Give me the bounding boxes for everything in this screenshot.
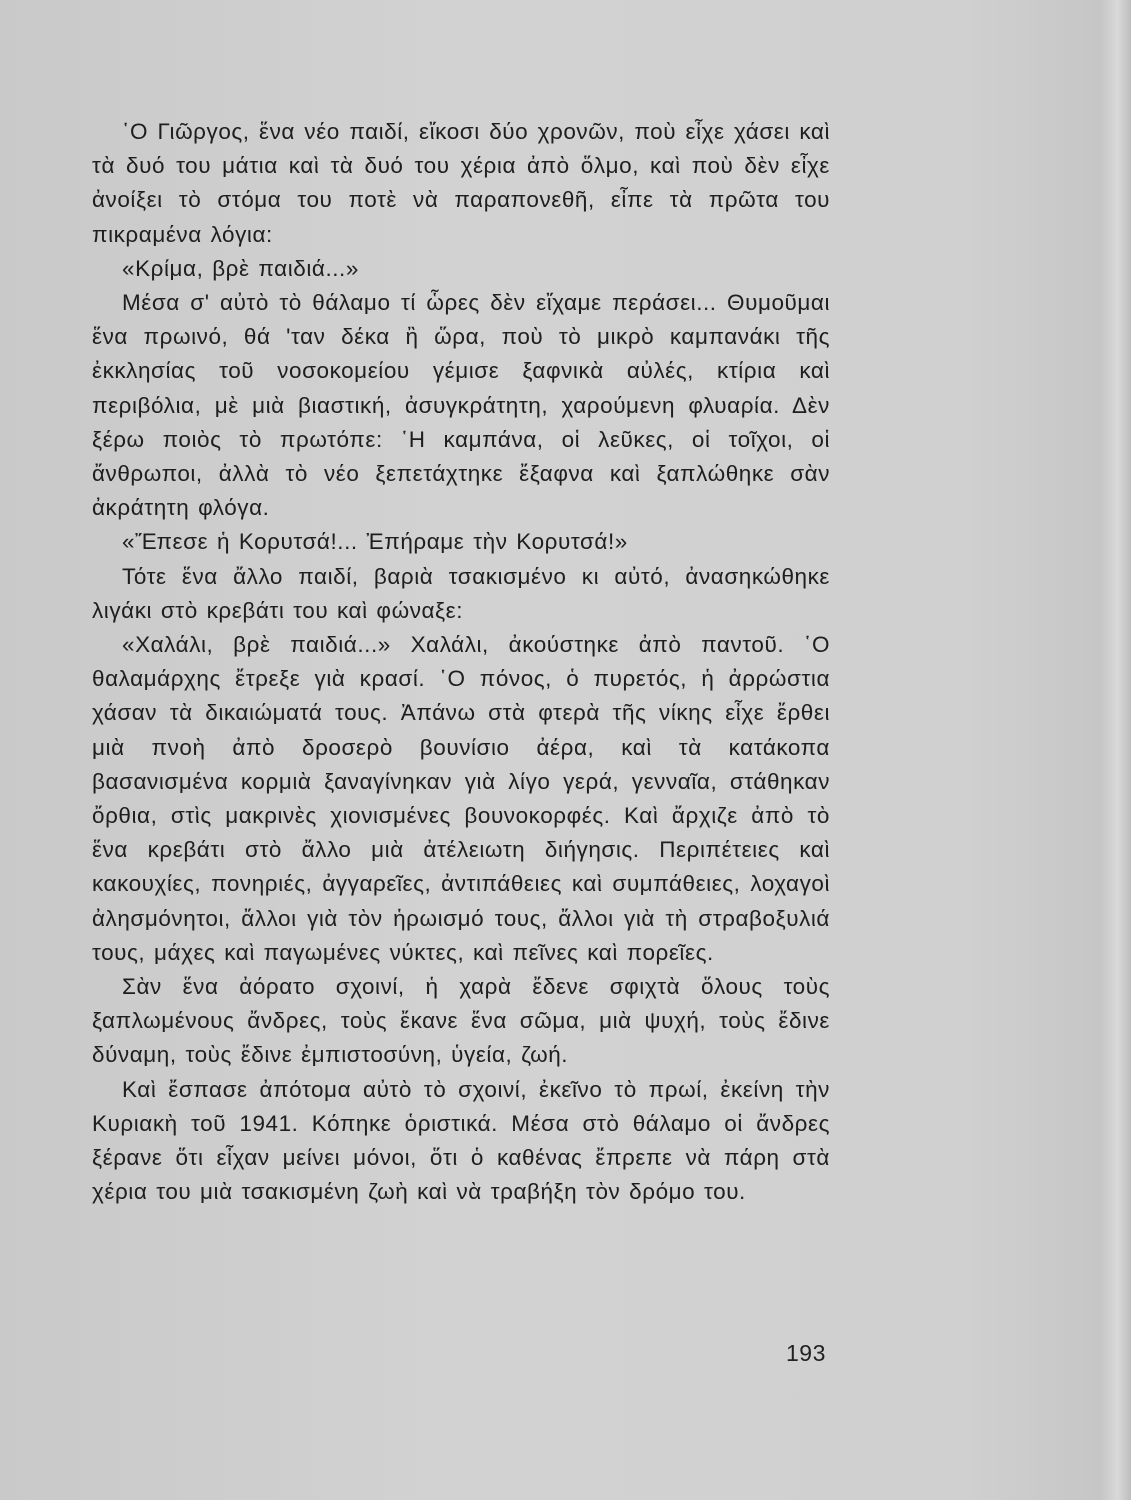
paragraph: «Ἔπεσε ἡ Κορυτσά!... Ἐπήραμε τὴν Κορυτσά!» <box>122 529 628 555</box>
paragraph: Τότε ἕνα ἄλλο παιδί, βαριὰ τσακισμένο κι αὐτό, ἀνασηκώθηκε λιγάκι στὸ κρεβάτι του καὶ φώναξε: <box>92 563 830 623</box>
paragraph: «Κρίμα, βρὲ παιδιά...» <box>122 255 359 281</box>
page-edge <box>1101 0 1131 1500</box>
paragraph: Σὰν ἕνα ἀόρατο σχοινί, ἡ χαρὰ ἔδενε σφιχτὰ ὅλους τοὺς ξαπλωμένους ἄνδρες, τοὺς ἔκανε ἕνα σῶμα, μιὰ ψυχή, τοὺς ἔδινε δύναμη, τοὺς ἔδινε ἐμπιστοσύνη, ὑγεία, ζωή. <box>92 974 830 1068</box>
page-number: 193 <box>786 1340 826 1366</box>
paragraph: «Χαλάλι, βρὲ παιδιά...» Χαλάλι, ἀκούστηκε ἀπὸ παντοῦ. ῾Ο θαλαμάρχης ἔτρεξε γιὰ κρασί. ῾Ο πόνος, ὁ πυρετός, ἡ ἀρρώστια χάσαν τὰ δικαιώματά τους. Ἀπάνω στὰ φτερὰ τῆς νίκης εἶχε ἔρθει μιὰ πνοὴ ἀπὸ δροσερὸ βουνίσιο ἀέρα, καὶ τὰ κατάκοπα βασανισμένα κορμιὰ ξαναγίνηκαν γιὰ λίγο γερά, γενναῖα, στάθηκαν ὄρθια, στὶς μακρινὲς χιονισμένες βουνοκορφές. Καὶ ἄρχιζε ἀπὸ τὸ ἕνα κρεβάτι στὸ ἄλλο μιὰ ἀτέλειωτη διήγησις. Περιπέτειες καὶ κακουχίες, πονηριές, ἀγγαρεῖες, ἀντιπάθειες καὶ συμπάθειες, λοχαγοὶ ἀλησμόνητοι, ἄλλοι γιὰ τὸν ἡρωισμό τους, ἄλλοι γιὰ τὴ στραβοξυλιά τους, μάχες καὶ παγωμένες νύκτες, καὶ πεῖνες καὶ πορεῖες. <box>92 632 830 965</box>
paragraph: Καὶ ἔσπασε ἀπότομα αὐτὸ τὸ σχοινί, ἐκεῖνο τὸ πρωί, ἐκείνη τὴν Κυριακὴ τοῦ 1941. Κόπηκε ὁριστικά. Μέσα στὸ θάλαμο οἱ ἄνδρες ξέρανε ὅτι εἶχαν μείνει μόνοι, ὅτι ὁ καθένας ἔπρεπε νὰ πάρη στὰ χέρια του μιὰ τσακισμένη ζωὴ καὶ νὰ τραβήξη τὸν δρόμο του. <box>92 1076 830 1205</box>
paragraph: ῾Ο Γιῶργος, ἕνα νέο παιδί, εἴκοσι δύο χρονῶν, ποὺ εἶχε χάσει καὶ τὰ δυό του μάτια καὶ τὰ δυό του χέρια ἀπὸ ὅλμο, καὶ ποὺ δὲν εἶχε ἀνοίξει τὸ στόμα του ποτὲ νὰ παραπονεθῆ, εἶπε τὰ πρῶτα του πικραμένα λόγια: <box>92 119 830 247</box>
paragraph: Μέσα σ' αὐτὸ τὸ θάλαμο τί ὧρες δὲν εἴχαμε περάσει... Θυμοῦμαι ἕνα πρωινό, θά 'ταν δέκα ἢ ὥρα, ποὺ τὸ μικρὸ καμπανάκι τῆς ἐκκλησίας τοῦ νοσοκομείου γέμισε ξαφνικὰ αὐλές, κτίρια καὶ περιβόλια, μὲ μιὰ βιαστική, ἀσυγκράτητη, χαρούμενη φλυαρία. Δὲν ξέρω ποιὸς τὸ πρωτόπε: ῾Η καμπάνα, οἱ λεῦκες, οἱ τοῖχοι, οἱ ἄνθρωποι, ἀλλὰ τὸ νέο ξεπετάχτηκε ἔξαφνα καὶ ξαπλώθηκε σὰν ἀκράτητη φλόγα. <box>92 290 830 521</box>
body-text <box>92 115 830 1210</box>
